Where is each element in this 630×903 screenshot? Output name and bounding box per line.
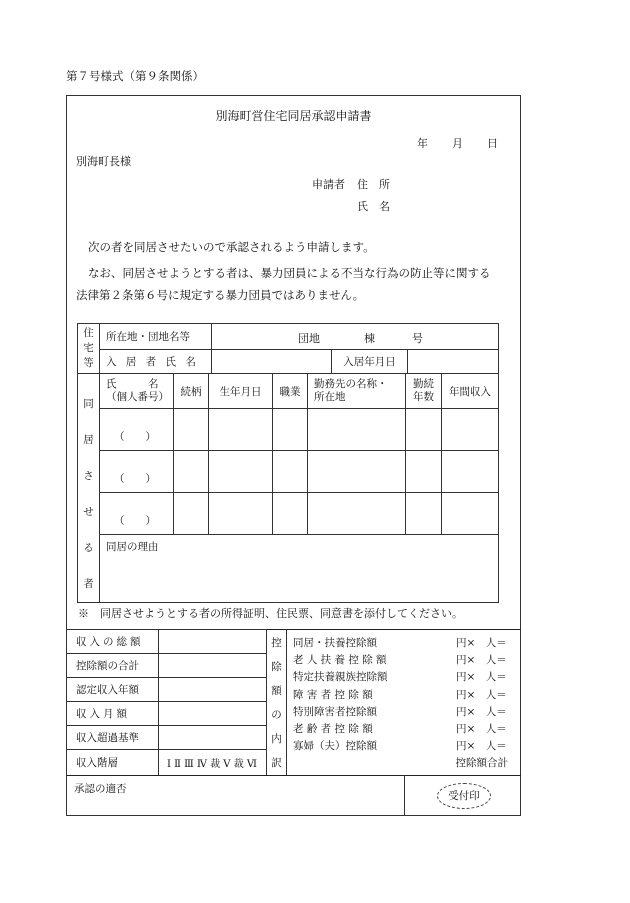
addressee: 別海町長様 xyxy=(76,155,131,168)
move-in-date-label: 入居年月日 xyxy=(332,350,408,374)
income-total-field[interactable] xyxy=(158,630,266,654)
applicant-name-label: 氏 名 xyxy=(357,200,390,213)
list-item: 寡婦（夫）控除額 円× 人＝ xyxy=(293,740,507,753)
work-cell[interactable] xyxy=(308,409,406,451)
approval-label: 承認の適否 xyxy=(74,783,127,795)
over-standard-field[interactable] xyxy=(158,726,266,750)
table-row xyxy=(78,451,499,492)
years-header: 勤続 年数 xyxy=(406,374,442,409)
work-cell[interactable] xyxy=(308,492,406,534)
birth-cell[interactable] xyxy=(209,409,273,451)
income-cell[interactable] xyxy=(442,451,499,492)
monthly-income-field[interactable] xyxy=(158,702,266,726)
birth-cell[interactable] xyxy=(209,492,273,534)
tou-label: 棟 xyxy=(364,332,375,345)
list-item: 同居・扶養控除額 円× 人＝ xyxy=(293,637,507,649)
list-item: 特定扶養親族控除額 円× 人＝ xyxy=(293,671,507,684)
work-header: 勤務先の名称・ 所在地 xyxy=(308,374,406,409)
approval-box[interactable] xyxy=(66,775,405,816)
deduction-sum-label: 控除額の合計 xyxy=(66,654,158,678)
job-cell[interactable] xyxy=(273,492,308,534)
date-year: 年 xyxy=(417,137,428,150)
reception-stamp: 受付印 xyxy=(437,783,491,809)
deduction-list xyxy=(293,635,518,773)
work-cell[interactable] xyxy=(308,451,406,492)
housing-section-label: 住 宅 等 xyxy=(78,324,100,374)
date-day: 日 xyxy=(487,137,498,150)
certified-income-field[interactable] xyxy=(158,678,266,702)
deduction-side-label: 控 除 額 の 内 訳 xyxy=(266,629,287,775)
list-item: 老 齢 者 控 除 額 円× 人＝ xyxy=(293,723,507,736)
housing-table xyxy=(77,323,499,374)
relation-cell[interactable] xyxy=(174,492,209,534)
attachment-note: ※ 同居させようとする者の所得証明、住民票、同意書を添付してください。 xyxy=(78,607,463,620)
name-cell[interactable]: （ ） xyxy=(100,409,174,451)
table-row xyxy=(78,492,499,534)
income-table xyxy=(66,629,267,776)
income-total-label: 収入の総額 xyxy=(66,630,158,654)
list-item: 障 害 者 控 除 額 円× 人＝ xyxy=(293,688,507,701)
relation-cell[interactable] xyxy=(174,409,209,451)
deduction-total-label: 控除額合計 xyxy=(455,757,508,770)
over-standard-label: 収入超過基準 xyxy=(66,726,158,750)
income-class-label: 収入階層 xyxy=(66,750,158,776)
years-cell[interactable] xyxy=(406,492,442,534)
danchi-label: 団地 xyxy=(298,332,320,345)
name-header: 氏 名 （個人番号） xyxy=(100,374,174,409)
income-class-options[interactable]: Ⅰ Ⅱ Ⅲ Ⅳ 裁 Ⅴ 裁 Ⅵ xyxy=(158,750,266,776)
applicant-address-label: 住 所 xyxy=(357,178,390,191)
body-text-2a: なお、同居させようとする者は、暴力団員による不当な行為の防止等に関する xyxy=(88,266,491,280)
relation-header: 続柄 xyxy=(174,374,209,409)
form-number: 第７号様式（第９条関係） xyxy=(66,69,204,83)
applicant-label: 申請者 xyxy=(312,178,345,191)
income-header: 年間収入 xyxy=(442,374,499,409)
table-row xyxy=(78,409,499,451)
date-month: 月 xyxy=(452,137,463,150)
body-text-2b: 法律第２条第６号に規定する暴力団員ではありません。 xyxy=(76,288,365,302)
deduction-sum-field[interactable] xyxy=(158,654,266,678)
list-item: 老 人 扶 養 控 除 額 円× 人＝ xyxy=(293,654,507,667)
birth-header: 生年月日 xyxy=(209,374,273,409)
income-cell[interactable] xyxy=(442,492,499,534)
list-item: 特別障害者控除額 円× 人＝ xyxy=(293,705,507,718)
certified-income-label: 認定収入年額 xyxy=(66,678,158,702)
birth-cell[interactable] xyxy=(209,451,273,492)
income-cell[interactable] xyxy=(442,409,499,451)
job-cell[interactable] xyxy=(273,451,308,492)
cohabitant-table xyxy=(77,373,499,603)
job-header: 職業 xyxy=(273,374,308,409)
relation-cell[interactable] xyxy=(174,451,209,492)
form-title: 別海町営住宅同居承認申請書 xyxy=(215,109,372,123)
years-cell[interactable] xyxy=(406,409,442,451)
job-cell[interactable] xyxy=(273,409,308,451)
move-in-date-field[interactable] xyxy=(408,350,499,374)
reason-field[interactable] xyxy=(100,534,499,602)
monthly-income-label: 収入月額 xyxy=(66,702,158,726)
years-cell[interactable] xyxy=(406,451,442,492)
resident-name-field[interactable] xyxy=(212,350,332,374)
gou-label: 号 xyxy=(412,332,423,345)
body-text-1: 次の者を同居させたいので承認されるよう申請します。 xyxy=(88,240,375,254)
cohabitant-section-label: 同 居 さ せ る 者 xyxy=(78,374,100,603)
location-label: 所在地・団地名等 xyxy=(100,324,212,350)
name-cell[interactable]: （ ） xyxy=(100,451,174,492)
resident-name-label: 入 居 者 氏 名 xyxy=(100,350,212,374)
reason-label: 同居の理由 xyxy=(106,540,159,553)
name-cell[interactable]: （ ） xyxy=(100,492,174,534)
location-field[interactable] xyxy=(212,324,499,350)
